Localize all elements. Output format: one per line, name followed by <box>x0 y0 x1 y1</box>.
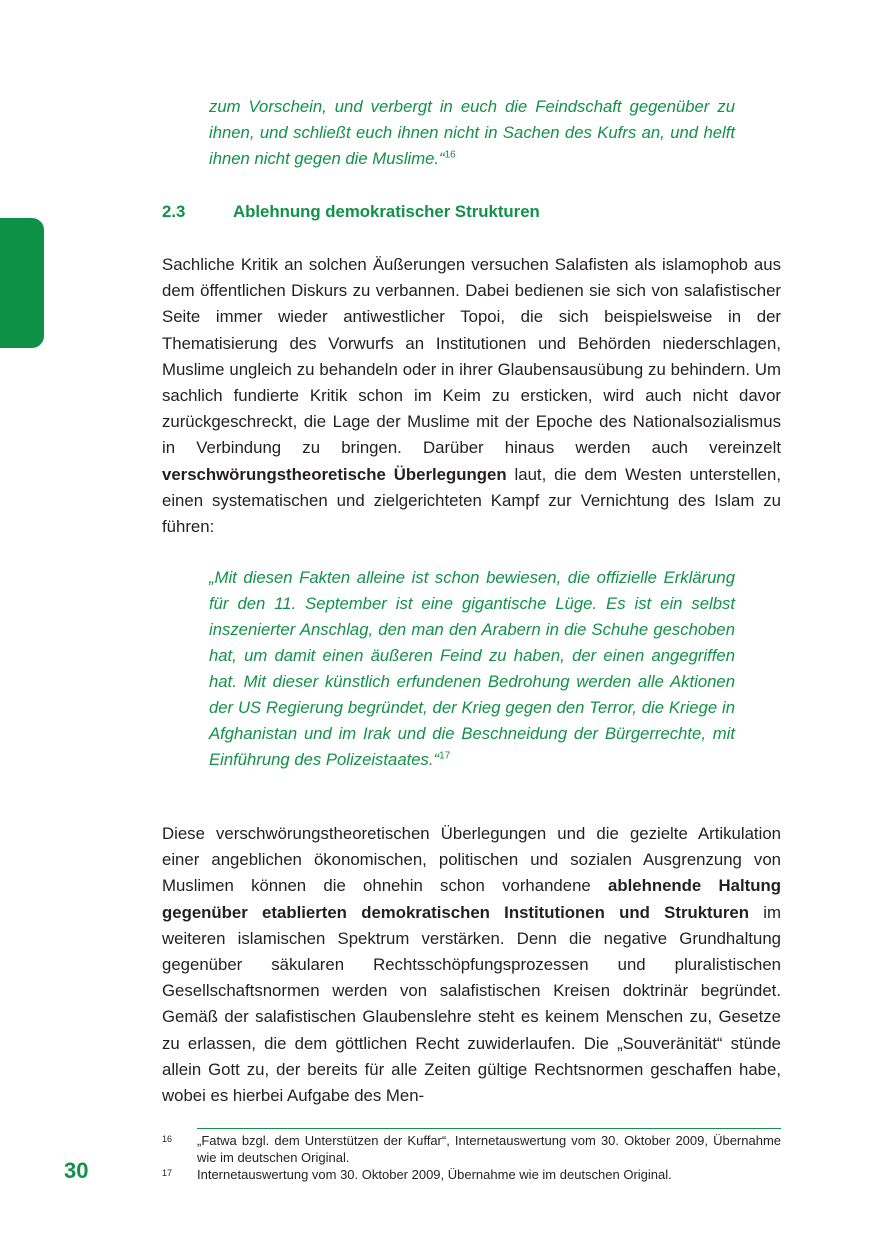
paragraph-1 <box>162 252 781 540</box>
footnote-17 <box>162 1166 781 1183</box>
paragraph-2-part2: im weiteren islamischen Spektrum verstärken. Denn die negative Grundhaltung gegenüber säkularen Rechtsschöpfungsprozessen und pluralistischen Gesellschaftsnormen werden von salafistischen Kreisen doktrinär begründet. Gemäß der salafistischen Glaubenslehre steht es keinem Menschen zu, Gesetze zu erlassen, die dem göttlichen Recht zuwiderlaufen. Die „Souveränität“ stünde allein Gott zu, der bereits für alle Zeiten gültige Rechtsnormen geschaffen habe, wobei es hierbei Aufgabe des Men- <box>162 902 781 1106</box>
chapter-tab-marker <box>0 218 44 348</box>
page-number: 30 <box>64 1158 89 1183</box>
footnote-text: „Fatwa bzgl. dem Unterstützen der Kuffar“, Internetauswertung vom 30. Oktober 2009, Übernahme wie im deutschen Original. <box>197 1133 781 1165</box>
paragraph-2-bold: ablehnende Haltung gegenüber etablierten demokratischen Institutionen und Strukturen <box>162 876 781 922</box>
paragraph-2 <box>162 821 781 1109</box>
section-heading <box>162 200 540 224</box>
paragraph-1-part1: Sachliche Kritik an solchen Äußerungen versuchen Salafisten als islamophob aus dem öffentlichen Diskurs zu verbannen. Dabei bedienen sie sich von salafistischer Seite immer wieder antiwestlicher Topoi, die sich beispielsweise in der Thematisierung des Vorwurfs an Institutionen und Behörden niederschlagen, Muslime ungleich zu behandeln oder in ihrer Glaubensausübung zu behindern. Um sachlich fundierte Kritik schon im Keim zu ersticken, wird auch nicht davor zurückgeschreckt, die Lage der Muslime mit der Epoche des Nationalsozialismus in Verbindung zu bringen. Darüber hinaus werden auch vereinzelt <box>162 255 781 458</box>
paragraph-2-part1: Diese verschwörungstheoretischen Überlegungen und die gezielte Artikulation einer angeblichen ökonomischen, politischen und sozialen Ausgrenzung von Muslimen können die ohnehin schon vorhandene <box>162 824 781 896</box>
footnote-ref-17[interactable]: 17 <box>439 750 451 762</box>
paragraph-1-part2: laut, die dem Westen unterstellen, einen systematischen und zielgerichteten Kampf zur Vernichtung des Islam zu führen: <box>162 464 782 537</box>
quote-top-text: zum Vorschein, und verbergt in euch die Feindschaft gegenüber zu ihnen, und schließt euch ihnen nicht in Sachen des Kufrs an, und helft ihnen nicht gegen die Muslime.“ <box>209 97 735 168</box>
paragraph-1-bold: verschwörungstheoretische Überlegungen <box>162 464 507 484</box>
footnote-ref-16[interactable]: 16 <box>444 149 456 161</box>
section-number: 2.3 <box>162 202 186 221</box>
quote-middle-text: „Mit diesen Fakten alleine ist schon bewiesen, die offizielle Erklärung für den 11. September ist eine gigantische Lüge. Es ist ein selbst inszenierter Anschlag, den man den Arabern in die Schuhe geschoben hat, um damit einen äußeren Feind zu haben, der einen angegriffen hat. Mit dieser künstlich erfundenen Bedrohung werden alle Aktionen der US Regierung begründet, der Krieg gegen den Terror, die Kriege in Afghanistan und im Irak und die Beschneidung der Bürgerrechte, mit Einführung des Polizeistaates.“ <box>209 568 735 769</box>
quote-middle <box>209 565 735 773</box>
footnote-16 <box>162 1132 781 1166</box>
footnotes <box>162 1132 781 1183</box>
quote-top <box>209 94 735 172</box>
footnote-text: Internetauswertung vom 30. Oktober 2009, Übernahme wie im deutschen Original. <box>197 1167 672 1182</box>
footnote-number: 16 <box>162 1134 173 1144</box>
section-title: Ablehnung demokratischer Strukturen <box>233 202 540 221</box>
footnote-divider <box>197 1128 781 1129</box>
footnote-number: 17 <box>162 1168 173 1178</box>
